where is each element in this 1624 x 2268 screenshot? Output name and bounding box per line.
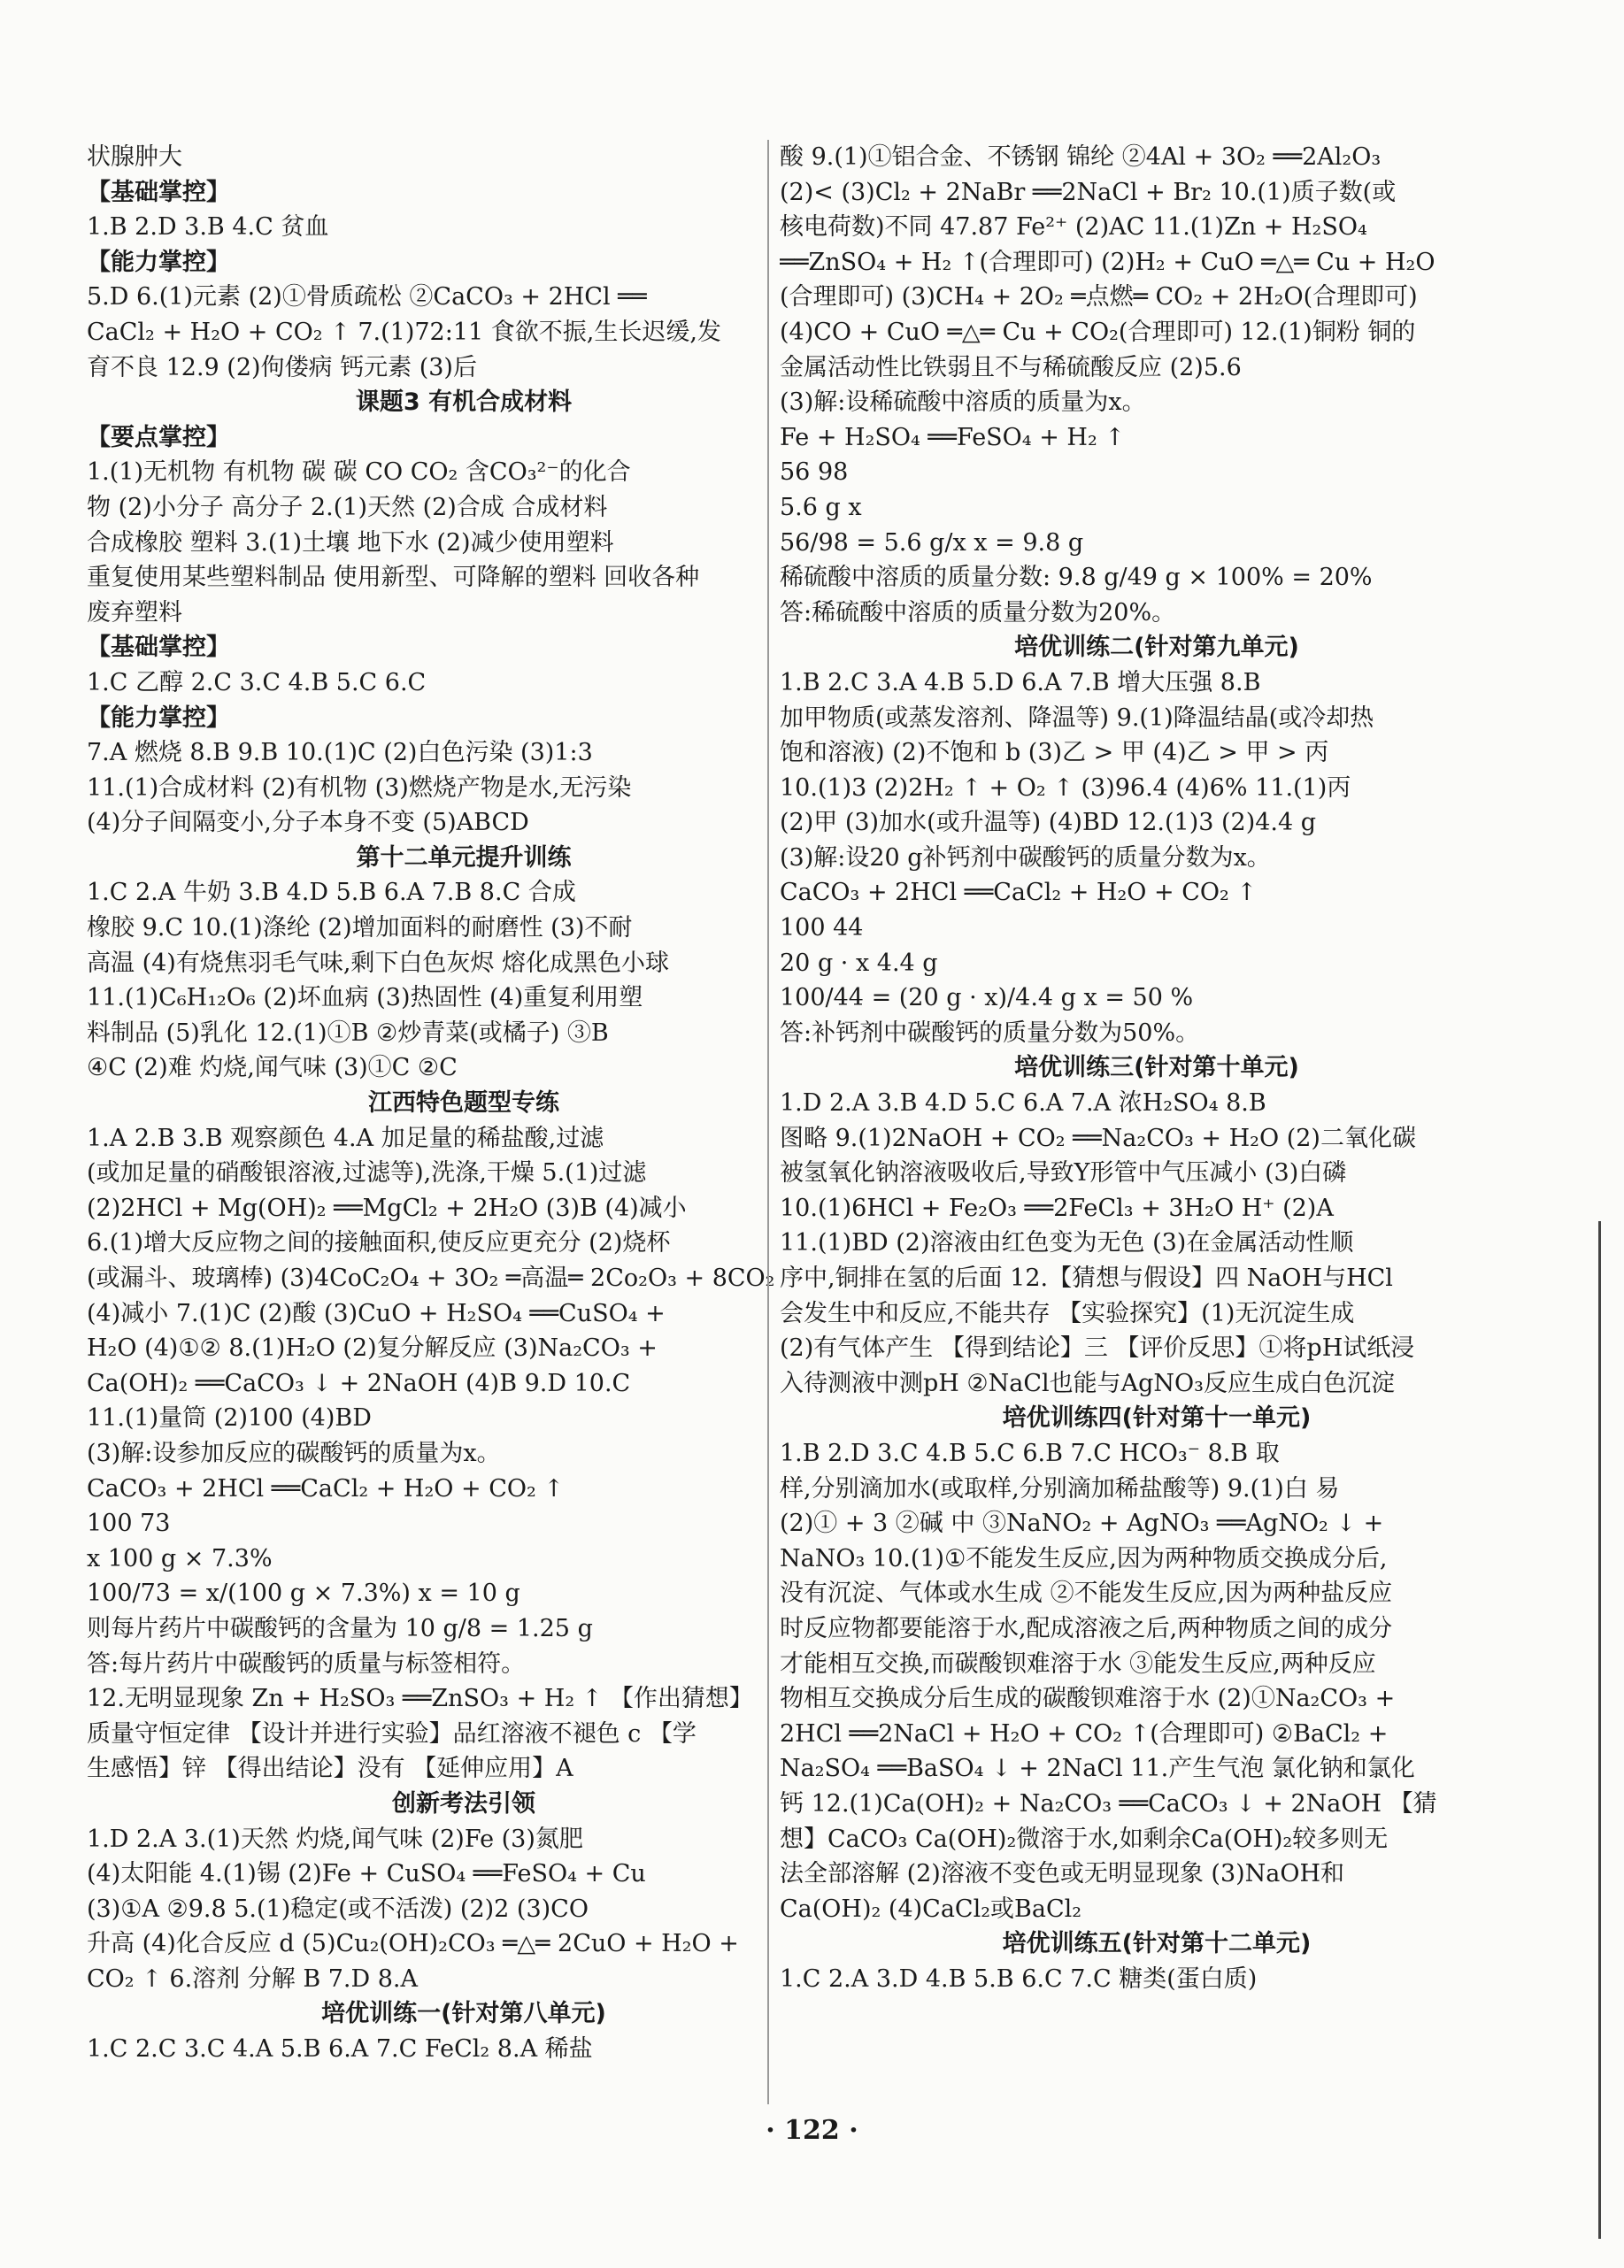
answer-line: 钙 12.(1)Ca(OH)₂ + Na₂CO₃ ══CaCO₃ ↓ + 2NaOH 【猜 (780, 1789, 1437, 1818)
answer-line: (2)① + 3 ②碱 中 ③NaNO₂ + AgNO₃ ══AgNO₂ ↓ + (780, 1510, 1384, 1538)
answer-line: (4)减小 7.(1)C (2)酸 (3)CuO + H₂SO₄ ══CuSO₄ + (87, 1299, 666, 1327)
answer-line: 想】CaCO₃ Ca(OH)₂微溶于水,如剩余Ca(OH)₂较多则无 (780, 1825, 1389, 1853)
answer-line: 7.A 燃烧 8.B 9.B 10.(1)C (2)白色污染 (3)1:3 (87, 739, 593, 767)
answer-line: 56 98 (780, 458, 849, 487)
section-label: 【要点掌控】 (87, 423, 230, 451)
answer-line: 图略 9.(1)2NaOH + CO₂ ══Na₂CO₃ + H₂O (2)二氧化碳 (780, 1124, 1416, 1152)
answer-line: 100/44 = (20 g · x)/4.4 g x = 50 % (780, 984, 1194, 1012)
answer-line: 2HCl ══2NaCl + H₂O + CO₂ ↑(合理即可) ②BaCl₂ + (780, 1719, 1389, 1748)
answer-line: 1.D 2.A 3.(1)天然 灼烧,闻气味 (2)Fe (3)氮肥 (87, 1825, 583, 1853)
section-heading: 培优训练三(针对第十单元) (1014, 1054, 1299, 1082)
answer-line: 升高 (4)化合反应 d (5)Cu₂(OH)₂CO₃ ═△═ 2CuO + H₂O + (87, 1930, 739, 1958)
answer-line: ④C (2)难 灼烧,闻气味 (3)①C ②C (87, 1054, 458, 1082)
answer-line: (2)< (3)Cl₂ + 2NaBr ══2NaCl + Br₂ 10.(1)质子数(或 (780, 178, 1397, 206)
answer-line: 被氢氧化钠溶液吸收后,导致Y形管中气压减小 (3)白磷 (780, 1159, 1347, 1188)
section-label: 【基础掌控】 (87, 178, 230, 206)
section-heading: 培优训练四(针对第十一单元) (1002, 1404, 1312, 1433)
answer-line: 状腺肿大 (87, 143, 182, 171)
section-label: 【能力掌控】 (87, 703, 230, 732)
answer-line: 生感悟】锌 【得出结论】没有 【延伸应用】A (87, 1755, 573, 1783)
answer-line: 100/73 = x/(100 g × 7.3%) x = 10 g (87, 1580, 520, 1608)
answer-line: (或漏斗、玻璃棒) (3)4CoC₂O₄ + 3O₂ ═高温═ 2Co₂O₃ + 8CO₂ (87, 1265, 775, 1292)
section-heading: 课题3 有机合成材料 (355, 388, 573, 417)
answer-line: 料制品 (5)乳化 12.(1)①B ②炒青菜(或橘子) ③B (87, 1019, 609, 1047)
page-edge-line (1598, 1221, 1601, 2239)
answer-line: 1.A 2.B 3.B 观察颜色 4.A 加足量的稀盐酸,过滤 (87, 1124, 604, 1152)
answer-line: CaCl₂ + H₂O + CO₂ ↑ 7.(1)72:11 食欲不振,生长迟缓,发 (87, 318, 721, 346)
answer-line: 11.(1)合成材料 (2)有机物 (3)燃烧产物是水,无污染 (87, 773, 632, 802)
answer-line: 11.(1)量筒 (2)100 (4)BD (87, 1404, 372, 1433)
answer-line: CaCO₃ + 2HCl ══CaCl₂ + H₂O + CO₂ ↑ (87, 1474, 565, 1503)
section-heading: 培优训练五(针对第十二单元) (1002, 1930, 1312, 1958)
answer-line: 1.C 乙醇 2.C 3.C 4.B 5.C 6.C (87, 668, 427, 696)
answer-line: 1.B 2.C 3.A 4.B 5.D 6.A 7.B 增大压强 8.B (780, 668, 1261, 696)
answer-line: 入待测液中测pH ②NaCl也能与AgNO₃反应生成白色沉淀 (780, 1369, 1395, 1397)
answer-line: 育不良 12.9 (2)佝偻病 钙元素 (3)后 (87, 353, 477, 381)
section-heading: 江西特色题型专练 (368, 1089, 559, 1118)
answer-line: CO₂ ↑ 6.溶剂 分解 B 7.D 8.A (87, 1964, 419, 1993)
answer-line: H₂O (4)①② 8.(1)H₂O (2)复分解反应 (3)Na₂CO₃ + (87, 1334, 658, 1363)
answer-line: Na₂SO₄ ══BaSO₄ ↓ + 2NaCl 11.产生气泡 氯化钠和氯化 (780, 1755, 1415, 1783)
answer-line: 100 44 (780, 914, 864, 942)
answer-line: (或加足量的硝酸银溶液,过滤等),洗涤,干燥 5.(1)过滤 (87, 1159, 647, 1188)
answer-line: 稀硫酸中溶质的质量分数: 9.8 g/49 g × 100% = 20% (780, 564, 1373, 592)
answer-line: 饱和溶液) (2)不饱和 b (3)乙 > 甲 (4)乙 > 甲 > 丙 (780, 739, 1329, 767)
answer-line: 20 g · x 4.4 g (780, 949, 938, 977)
answer-line: 1.(1)无机物 有机物 碳 碳 CO CO₂ 含CO₃²⁻的化合 (87, 458, 631, 487)
answer-line: Ca(OH)₂ (4)CaCl₂或BaCl₂ (780, 1895, 1082, 1923)
answer-line: 酸 9.(1)①铝合金、不锈钢 锦纶 ②4Al + 3O₂ ══2Al₂O₃ (780, 143, 1382, 171)
answer-line: (4)分子间隔变小,分子本身不变 (5)ABCD (87, 809, 529, 837)
answer-line: 1.B 2.D 3.C 4.B 5.C 6.B 7.C HCO₃⁻ 8.B 取 (780, 1439, 1280, 1467)
answer-line: (3)解:设20 g补钙剂中碳酸钙的质量分数为x。 (780, 843, 1271, 872)
answer-line: 11.(1)BD (2)溶液由红色变为无色 (3)在金属活动性顺 (780, 1229, 1354, 1257)
answer-line: 1.C 2.A 3.D 4.B 5.B 6.C 7.C 糖类(蛋白质) (780, 1964, 1258, 1993)
answer-line: 加甲物质(或蒸发溶剂、降温等) 9.(1)降温结晶(或冷却热 (780, 703, 1374, 732)
answer-line: x 100 g × 7.3% (87, 1544, 273, 1572)
answer-line: (合理即可) (3)CH₄ + 2O₂ ═点燃═ CO₂ + 2H₂O(合理即可) (780, 283, 1418, 311)
answer-line: 答:稀硫酸中溶质的质量分数为20%。 (780, 598, 1176, 627)
answer-line: 金属活动性比铁弱且不与稀硫酸反应 (2)5.6 (780, 353, 1242, 381)
answer-line: 答:补钙剂中碳酸钙的质量分数为50%。 (780, 1019, 1200, 1047)
page-number: · 122 · (766, 2115, 858, 2146)
answer-line: 时反应物都要能溶于水,配成溶液之后,两种物质之间的成分 (780, 1614, 1393, 1642)
answer-line: (4)CO + CuO ═△═ Cu + CO₂(合理即可) 12.(1)铜粉 铜的 (780, 318, 1416, 346)
answer-line: 废弃塑料 (87, 598, 182, 627)
answer-line: 则每片药片中碳酸钙的含量为 10 g/8 = 1.25 g (87, 1614, 593, 1642)
answer-line: 物 (2)小分子 高分子 2.(1)天然 (2)合成 合成材料 (87, 493, 608, 521)
section-label: 【能力掌控】 (87, 248, 230, 276)
answer-line: 会发生中和反应,不能共存 【实验探究】(1)无沉淀生成 (780, 1299, 1355, 1327)
answer-line: (4)太阳能 4.(1)锡 (2)Fe + CuSO₄ ══FeSO₄ + Cu (87, 1860, 646, 1888)
answer-line: (2)甲 (3)加水(或升温等) (4)BD 12.(1)3 (2)4.4 g (780, 809, 1317, 837)
answer-line: CaCO₃ + 2HCl ══CaCl₂ + H₂O + CO₂ ↑ (780, 879, 1258, 907)
answer-line: 100 73 (87, 1510, 171, 1538)
answer-line: 重复使用某些塑料制品 使用新型、可降解的塑料 回收各种 (87, 564, 700, 592)
answer-line: 12.无明显现象 Zn + H₂SO₃ ══ZnSO₃ + H₂ ↑ 【作出猜想】 (87, 1685, 753, 1713)
answer-line: 1.C 2.C 3.C 4.A 5.B 6.A 7.C FeCl₂ 8.A 稀盐 (87, 2035, 593, 2064)
answer-line: 合成橡胶 塑料 3.(1)土壤 地下水 (2)减少使用塑料 (87, 528, 614, 557)
answer-line: 6.(1)增大反应物之间的接触面积,使反应更充分 (2)烧杯 (87, 1229, 671, 1257)
answer-line: (2)2HCl + Mg(OH)₂ ══MgCl₂ + 2H₂O (3)B (4)减小 (87, 1194, 687, 1222)
answer-line: 1.B 2.D 3.B 4.C 贫血 (87, 213, 329, 242)
answer-line: 高温 (4)有烧焦羽毛气味,剩下白色灰烬 熔化成黑色小球 (87, 949, 669, 977)
answer-line: 序中,铜排在氢的后面 12.【猜想与假设】四 NaOH与HCl (780, 1265, 1393, 1292)
section-heading: 培优训练一(针对第八单元) (321, 2000, 606, 2028)
answer-line: 56/98 = 5.6 g/x x = 9.8 g (780, 528, 1084, 557)
answer-line: 11.(1)C₆H₁₂O₆ (2)坏血病 (3)热固性 (4)重复利用塑 (87, 984, 643, 1012)
section-heading: 创新考法引领 (392, 1789, 535, 1818)
section-label: 【基础掌控】 (87, 634, 230, 662)
answer-line: Fe + H₂SO₄ ══FeSO₄ + H₂ ↑ (780, 423, 1125, 451)
right-column (780, 140, 1534, 1996)
answer-line: 才能相互交换,而碳酸钡难溶于水 ③能发生反应,两种反应 (780, 1649, 1376, 1678)
section-heading: 培优训练二(针对第九单元) (1014, 634, 1299, 662)
section-heading: 第十二单元提升训练 (356, 843, 572, 872)
answer-line: 10.(1)3 (2)2H₂ ↑ + O₂ ↑ (3)96.4 (4)6% 11.(1)丙 (780, 773, 1351, 802)
answer-line: 10.(1)6HCl + Fe₂O₃ ══2FeCl₃ + 3H₂O H⁺ (2)A (780, 1194, 1334, 1222)
left-column (87, 140, 841, 2067)
answer-line: 1.C 2.A 牛奶 3.B 4.D 5.B 6.A 7.B 8.C 合成 (87, 879, 576, 907)
column-divider (767, 140, 769, 2104)
answer-line: (3)解:设稀硫酸中溶质的质量为x。 (780, 388, 1146, 417)
answer-line: Ca(OH)₂ ══CaCO₃ ↓ + 2NaOH (4)B 9.D 10.C (87, 1369, 631, 1397)
answer-line: 质量守恒定律 【设计并进行实验】品红溶液不褪色 c 【学 (87, 1719, 697, 1748)
answer-line: 橡胶 9.C 10.(1)涤纶 (2)增加面料的耐磨性 (3)不耐 (87, 914, 633, 942)
answer-line: 5.D 6.(1)元素 (2)①骨质疏松 ②CaCO₃ + 2HCl ══ (87, 283, 647, 311)
answer-line: (3)①A ②9.8 5.(1)稳定(或不活泼) (2)2 (3)CO (87, 1895, 589, 1923)
answer-line: 1.D 2.A 3.B 4.D 5.C 6.A 7.A 浓H₂SO₄ 8.B (780, 1089, 1266, 1118)
answer-line: (2)有气体产生 【得到结论】三 【评价反思】①将pH试纸浸 (780, 1334, 1415, 1363)
answer-line: 物相互交换成分后生成的碳酸钡难溶于水 (2)①Na₂CO₃ + (780, 1685, 1396, 1713)
answer-line: 答:每片药片中碳酸钙的质量与标签相符。 (87, 1649, 526, 1678)
answer-line: 核电荷数)不同 47.87 Fe²⁺ (2)AC 11.(1)Zn + H₂SO₄ (780, 213, 1367, 242)
answer-line: 5.6 g x (780, 493, 862, 521)
answer-line: 没有沉淀、气体或水生成 ②不能发生反应,因为两种盐反应 (780, 1580, 1393, 1608)
answer-line: (3)解:设参加反应的碳酸钙的质量为x。 (87, 1439, 501, 1467)
answer-line: ══ZnSO₄ + H₂ ↑(合理即可) (2)H₂ + CuO ═△═ Cu + H₂O (780, 248, 1435, 276)
answer-line: 样,分别滴加水(或取样,分别滴加稀盐酸等) 9.(1)白 易 (780, 1474, 1340, 1503)
answer-line: 法全部溶解 (2)溶液不变色或无明显现象 (3)NaOH和 (780, 1860, 1345, 1888)
answer-line: NaNO₃ 10.(1)①不能发生反应,因为两种物质交换成分后, (780, 1544, 1388, 1572)
